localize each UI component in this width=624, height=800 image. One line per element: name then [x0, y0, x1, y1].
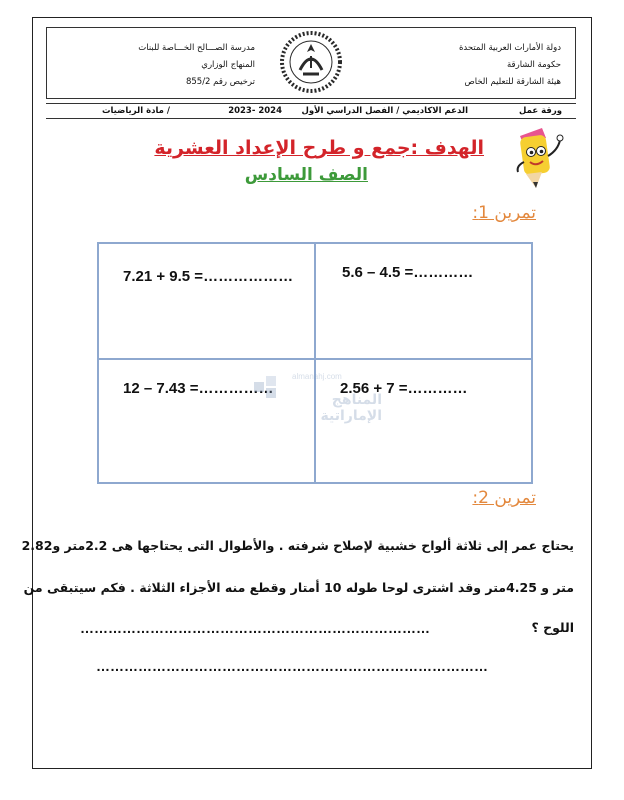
exercise2-heading: تمرين 2: [472, 488, 536, 508]
exercise1-cell-1 [99, 244, 316, 360]
info-worksheet: ورقة عمل [519, 106, 562, 116]
worksheet-title: الهدف :جمع و طرح الإعداد العشرية [154, 137, 484, 159]
exercise1-cell-2 [316, 244, 531, 360]
exercise1-item-1: 7.21 + 9.5 =……………… [123, 268, 294, 285]
header-school-name: مدرسة الصـــالح الخـــاصة للبنات [138, 43, 255, 53]
header-right-block [459, 40, 561, 91]
watermark [232, 368, 382, 424]
header-authority: هيئة الشارقة للتعليم الخاص [464, 77, 561, 87]
header-country: دولة الأمارات العربية المتحدة [458, 43, 561, 53]
info-year: 2023- 2024 [228, 106, 282, 116]
exercise2-problem-line-3: اللوح ؟ [531, 620, 574, 635]
header-curriculum: المنهاج الوزاري [201, 60, 255, 70]
exercise1-item-3: 12 – 7.43 =…………… [123, 380, 274, 397]
school-crest-icon [274, 30, 348, 94]
exercise2-answer-line-2[interactable]: ………………………………………………………………………… [96, 658, 488, 674]
header-left-block [83, 40, 263, 91]
exercise1-grid [97, 242, 533, 484]
exercise1-item-2: 5.6 – 4.5 =………… [342, 264, 474, 281]
info-support-term: الدعم الاكاديمي / الفصل الدراسي الأول [301, 106, 468, 116]
watermark-logo-icon [250, 374, 280, 404]
exercise1-heading: تمرين 1: [472, 203, 536, 223]
info-subject: / مادة الرياضيات [101, 106, 170, 116]
exercise2-problem-line-2: متر و 4.25متر وقد اشترى لوحا طوله 10 أمتار وقطع منه الأجزاء الثلاثة . فكم سيتبقى من [23, 580, 574, 595]
header-government: حكومة الشارقة [506, 60, 561, 70]
header-license: ترخيص رقم 855/2 [185, 77, 255, 87]
exercise2-problem-line-1: يحتاج عمر إلى ثلاثة ألواح خشبية لإصلاح شرفته . والأطوال التى يحتاجها هى 2.2متر و2.82 [21, 538, 574, 553]
exercise2-answer-line-1[interactable]: ………………………………………………………………… [80, 620, 430, 636]
pencil-mascot-icon [512, 122, 566, 196]
watermark-text: المناهج الإماراتية [320, 392, 382, 424]
exercise1-item-4: 2.56 + 7 =………… [340, 380, 468, 397]
worksheet-grade: الصف السادس [244, 165, 368, 185]
watermark-url: almanahj.com [292, 372, 342, 381]
info-bar [46, 103, 576, 119]
